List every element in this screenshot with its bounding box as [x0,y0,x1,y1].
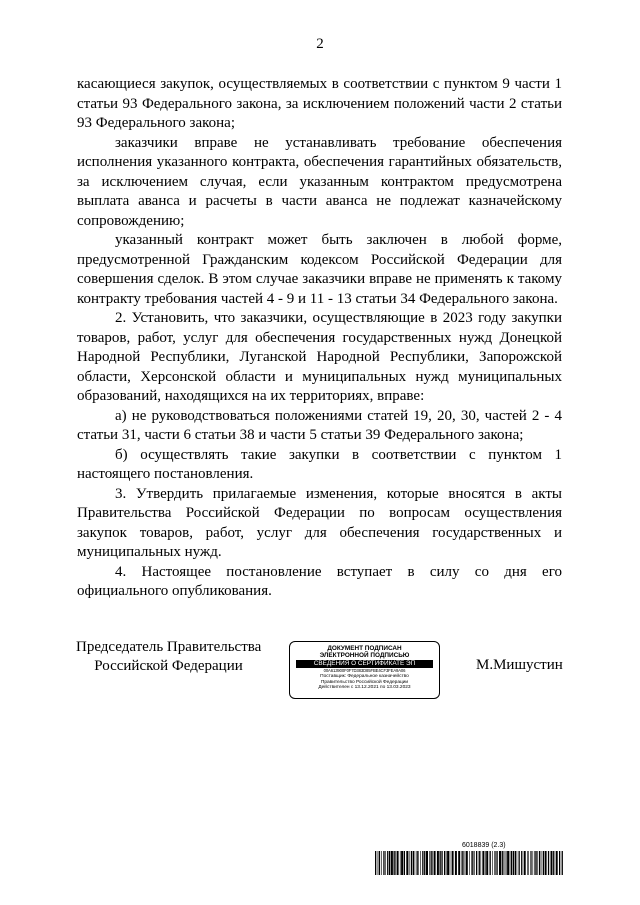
paragraph: указанный контракт может быть заключен в любой форме, предусмотренной Гражданским кодексом Российской Федерации для совершения сделок. В этом случае заказчики вправе не применять к такому контракту требования частей 4 - 9 и 11 - 13 статьи 34 Федерального закона. [77,232,562,307]
paragraph: 4. Настоящее постановление вступает в силу со дня его официального опубликования. [77,563,562,599]
paragraph: 2. Установить, что заказчики, осуществляющие в 2023 году закупки товаров, работ, услуг для обеспечения государственных нужд Донецкой Народной Республики, Луганской Народной Республики, Запорожской области, Херсонской области и муниципальных нужд муниципальных образований, находящихся на их территориях, вправе: [77,310,562,404]
paragraph: б) осуществлять такие закупки в соответствии с пунктом 1 настоящего постановления. [77,446,562,482]
stamp-serial: 00A613900F0F7D383D85FBE4CF3FEA9A06 [323,668,406,673]
page-number: 2 [316,36,324,52]
paragraph: касающиеся закупок, осуществляемых в соответствии с пунктом 9 части 1 статьи 93 Федерального закона, за исключением положений части 2 статьи 93 Федерального закона; [77,76,562,131]
signer-title-line: Российской Федерации [94,658,243,674]
signer-name: М.Мишустин [476,657,563,673]
stamp-supplier: Поставщик: Федеральное казначейство [320,674,409,679]
signer-title-line: Председатель Правительства [76,639,262,655]
paragraph: 3. Утвердить прилагаемые изменения, которые вносятся в акты Правительства Российской Федерации по вопросам осуществления закупок товаров, работ, услуг для обеспечения государственных и муниципальных нужд. [77,485,562,560]
document-code: 6018839 (2.3) [462,842,506,849]
paragraph: заказчики вправе не устанавливать требование обеспечения исполнения указанного контракта, обеспечения гарантийных обязательств, за исключением случая, если указанным контрактом предусмотрена выплата аванса и расчеты в части аванса не подлежат казначейскому сопровождению; [77,134,562,229]
electronic-signature-stamp [289,641,440,699]
paragraph: а) не руководствоваться положениями статей 19, 20, 30, частей 2 - 4 статьи 31, части 6 статьи 38 и части 5 статьи 39 Федерального закона; [77,407,562,443]
barcode-icon [375,851,565,875]
stamp-validity: Действителен с 13.12.2021 по 13.03.2023 [318,685,411,691]
stamp-heading: ЭЛЕКТРОННОЙ ПОДПИСЬЮ [319,652,410,659]
stamp-certificate-bar: СВЕДЕНИЯ О СЕРТИФИКАТЕ ЭП [296,660,433,668]
signer-title [76,638,261,676]
stamp-heading: ДОКУМЕНТ ПОДПИСАН [327,645,402,652]
stamp-owner: Правительство Российской Федерации [320,679,409,685]
document-body [77,75,562,602]
